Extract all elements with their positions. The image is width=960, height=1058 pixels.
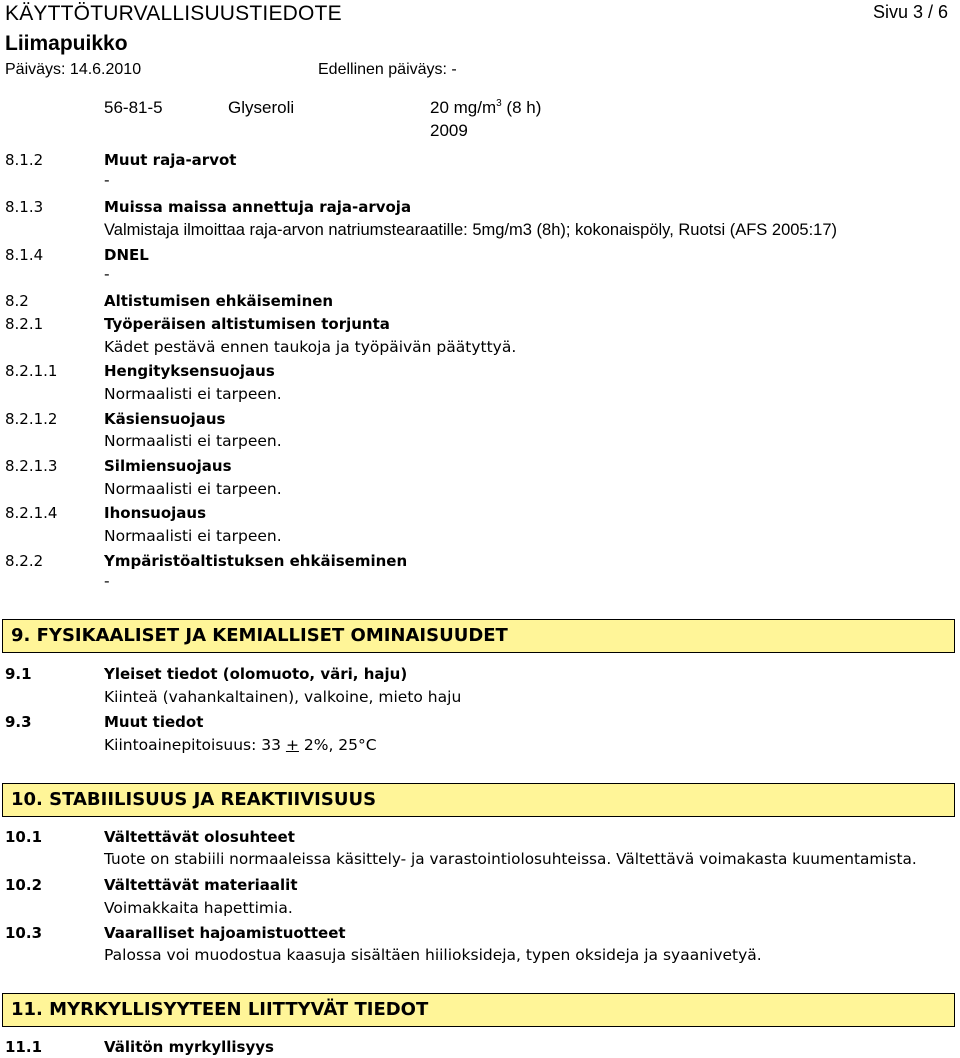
section-heading: Vältettävät materiaalit <box>104 876 298 894</box>
section-text: Kiintoainepitoisuus: 33 + 2%, 25°C <box>104 736 377 754</box>
section-text: Normaalisti ei tarpeen. <box>104 432 282 450</box>
section-number: 10.3 <box>5 924 43 942</box>
section-text: - <box>104 265 110 283</box>
section-number: 8.2.1.4 <box>5 504 58 522</box>
section-text: Tuote on stabiili normaaleissa käsittely- ja varastointiolosuhteissa. Vältettävä voimakasta kuumentamista. <box>104 850 917 868</box>
section-number: 8.2.1.2 <box>5 410 58 428</box>
section-heading: Altistumisen ehkäiseminen <box>104 292 334 310</box>
section-heading: Työperäisen altistumisen torjunta <box>104 315 390 333</box>
section-heading: Välitön myrkyllisyys <box>104 1038 274 1056</box>
section-number: 10.2 <box>5 876 43 894</box>
limit-year: 2009 <box>430 121 468 140</box>
section-9-header <box>2 619 955 653</box>
section-number: 8.2.1 <box>5 315 44 333</box>
section-number: 9.1 <box>5 665 32 683</box>
section-text: Normaalisti ei tarpeen. <box>104 385 282 403</box>
section-number: 9.3 <box>5 713 32 731</box>
section-number: 8.2.1.3 <box>5 457 58 475</box>
section-heading: Muissa maissa annettuja raja-arvoja <box>104 198 412 216</box>
section-text: Palossa voi muodostua kaasuja sisältäen hiilioksideja, typen oksideja ja syaanivetyä. <box>104 946 762 964</box>
section-heading: Silmiensuojaus <box>104 457 232 475</box>
section-9-title: 9. FYSIKAALISET JA KEMIALLISET OMINAISUUDET <box>11 625 508 646</box>
section-number: 8.2 <box>5 292 29 310</box>
section-heading: Vaaralliset hajoamistuotteet <box>104 924 346 942</box>
section-heading: Käsiensuojaus <box>104 410 226 428</box>
section-text: - <box>104 572 110 590</box>
section-10-title: 10. STABIILISUUS JA REAKTIIVISUUS <box>11 789 377 810</box>
limit-cas-number: 56-81-5 <box>104 98 163 117</box>
section-heading: Ympäristöaltistuksen ehkäiseminen <box>104 552 408 570</box>
section-heading: Vältettävät olosuhteet <box>104 828 295 846</box>
issue-date: Päiväys: 14.6.2010 <box>5 61 142 78</box>
section-number: 11.1 <box>5 1038 43 1056</box>
section-heading: Muut raja-arvot <box>104 151 237 169</box>
section-text: Kädet pestävä ennen taukoja ja työpäivän päätyttyä. <box>104 338 517 356</box>
section-number: 8.1.3 <box>5 198 44 216</box>
limit-substance: Glyseroli <box>228 98 295 117</box>
section-text: Voimakkaita hapettimia. <box>104 899 293 917</box>
section-text: Normaalisti ei tarpeen. <box>104 527 282 545</box>
section-10-header <box>2 783 955 817</box>
section-text: Normaalisti ei tarpeen. <box>104 480 282 498</box>
section-number: 8.1.2 <box>5 151 44 169</box>
section-11-title: 11. MYRKYLLISYYTEEN LIITTYVÄT TIEDOT <box>11 999 429 1020</box>
limit-value: 20 $mg/m^3$ (8 h) <box>430 98 542 117</box>
section-number: 8.2.1.1 <box>5 362 58 380</box>
section-text: Kiinteä (vahankaltainen), valkoine, mieto haju <box>104 688 462 706</box>
section-text: - <box>104 171 110 189</box>
page-number: Sivu 3 / 6 <box>873 2 949 22</box>
section-heading: Hengityksensuojaus <box>104 362 275 380</box>
section-heading: Muut tiedot <box>104 713 204 731</box>
previous-date: Edellinen päiväys: - <box>318 61 457 78</box>
section-text: Valmistaja ilmoittaa raja-arvon natriumstearaatille: 5mg/m3 (8h); kokonaispöly, Ruotsi (AFS 2005:17) <box>104 221 838 239</box>
section-number: 8.2.2 <box>5 552 44 570</box>
section-heading: Ihonsuojaus <box>104 504 207 522</box>
section-number: 8.1.4 <box>5 246 44 264</box>
section-heading: Yleiset tiedot (olomuoto, väri, haju) <box>104 665 408 683</box>
document-title: KÄYTTÖTURVALLISUUSTIEDOTE <box>5 2 342 25</box>
product-name: Liimapuikko <box>5 32 128 55</box>
section-number: 10.1 <box>5 828 43 846</box>
section-heading: DNEL <box>104 246 149 264</box>
section-11-header <box>2 993 955 1027</box>
